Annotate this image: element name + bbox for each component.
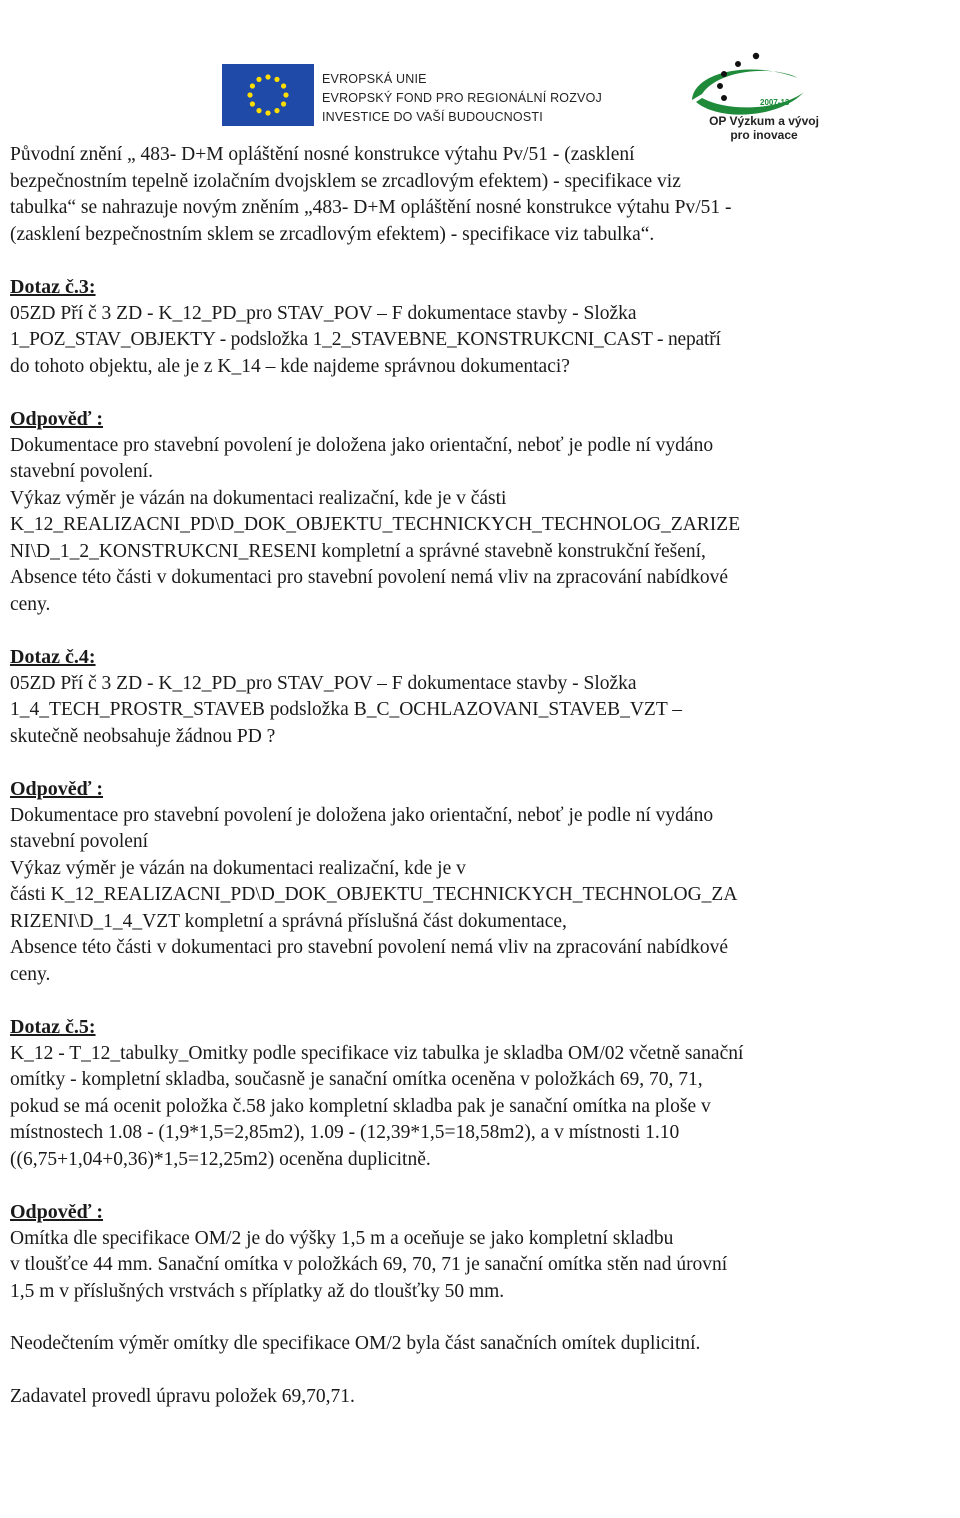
answer-3-line: stavební povolení. [10,461,153,482]
answer-4-line: Absence této části v dokumentaci pro stavební povolení nemá vliv na zpracování nabídkové [10,937,729,958]
answer-4-line: Dokumentace pro stavební povolení je doložena jako orientační, neboť je podle ní vydáno [10,804,714,826]
question-3-heading: Dotaz č.3: [10,276,96,298]
question-5-line: K_12 - T_12_tabulky_Omitky podle specifikace viz tabulka je skladba OM/02 včetně sanační [10,1042,744,1064]
answer-3-line: NI\D_1_2_KONSTRUKCNI_RESENI kompletní a správné stavebně konstrukční řešení, [10,540,706,562]
question-5-line: ((6,75+1,04+0,36)*1,5=12,25m2) oceněna duplicitně. [10,1148,431,1170]
question-3-line: 1_POZ_STAV_OBJEKTY - podsložka 1_2_STAVEBNE_KONSTRUKCNI_CAST - nepatří [10,329,721,350]
question-4-line: 1_4_TECH_PROSTR_STAVEB podsložka B_C_OCHLAZOVANI_STAVEB_VZT – [10,699,683,720]
page-header [0,52,960,142]
answer-5-note: Neodečtením výměr omítky dle specifikace OM/2 byla část sanačních omítek duplicitní. [10,1333,701,1354]
eu-line-3: INVESTICE DO VAŠÍ BUDOUCNOSTI [322,110,543,124]
answer-5-line: v tloušťce 44 mm. Sanační omítka v položkách 69, 70, 71 je sanační omítka stěn nad úrovní [10,1254,728,1275]
answer-4-line: RIZENI\D_1_4_VZT kompletní a správná příslušná část dokumentace, [10,910,567,932]
op-name-line-2: pro inovace [730,128,798,142]
answer-3-line: ceny. [10,593,51,615]
question-5-line: omítky - kompletní skladba, současně je sanační omítka oceněna v položkách 69, 70, 71, [10,1069,703,1090]
op-name-line-1: OP Výzkum a vývoj [709,114,819,128]
question-4-line: skutečně neobsahuje žádnou PD ? [10,725,276,747]
answer-3-heading: Odpověď : [10,408,104,430]
answer-5-line: 1,5 m v příslušných vrstvách s příplatky až do tloušťky 50 mm. [10,1280,505,1302]
question-4-line: 05ZD Pří č 3 ZD - K_12_PD_pro STAV_POV – F dokumentace stavby - Složka [10,672,637,694]
intro-line: Původní znění „ 483- D+M opláštění nosné konstrukce výtahu Pv/51 - (zasklení [10,144,635,165]
answer-4-line: ceny. [10,963,51,985]
answer-4-line: části K_12_REALIZACNI_PD\D_DOK_OBJEKTU_TECHNICKYCH_TECHNOLOG_ZA [10,884,738,905]
question-4-heading: Dotaz č.4: [10,646,96,668]
answer-3-line: Absence této části v dokumentaci pro stavební povolení nemá vliv na zpracování nabídkové [10,567,729,588]
op-years: 2007-13 [760,98,790,107]
answer-3-line: Výkaz výměr je vázán na dokumentaci realizační, kde je v části [10,487,507,509]
answer-5-heading: Odpověď : [10,1201,104,1223]
question-3-line: 05ZD Pří č 3 ZD - K_12_PD_pro STAV_POV – F dokumentace stavby - Složka [10,302,637,324]
answer-4-heading: Odpověď : [10,778,104,800]
eu-line-1: EVROPSKÁ UNIE [322,72,427,86]
intro-line: bezpečnostním tepelně izolačním dvojsklem se zrcadlovým efektem) - specifikace viz [10,170,681,192]
answer-4-line: stavební povolení [10,831,149,852]
question-5-heading: Dotaz č.5: [10,1016,96,1038]
answer-3-line: K_12_REALIZACNI_PD\D_DOK_OBJEKTU_TECHNICKYCH_TECHNOLOG_ZARIZE [10,514,741,535]
question-3-line: do tohoto objektu, ale je z K_14 – kde najdeme správnou dokumentaci? [10,355,570,377]
answer-3-line: Dokumentace pro stavební povolení je doložena jako orientační, neboť je podle ní vydáno [10,434,714,456]
intro-line: tabulka“ se nahrazuje novým zněním „483- D+M opláštění nosné konstrukce výtahu Pv/51 - [10,197,732,218]
answer-5-note: Zadavatel provedl úpravu položek 69,70,71. [10,1385,355,1407]
intro-line: (zasklení bezpečnostním sklem se zrcadlovým efektem) - specifikace viz tabulka“. [10,223,655,245]
eu-line-2: EVROPSKÝ FOND PRO REGIONÁLNÍ ROZVOJ [322,91,602,105]
op-program-name [704,114,824,142]
document-body [10,142,910,1410]
eu-text-block [322,70,602,127]
question-5-line: místnostech 1.08 - (1,9*1,5=2,85m2), 1.09 - (12,39*1,5=18,58m2), a v místnosti 1.10 [10,1122,680,1143]
answer-4-line: Výkaz výměr je vázán na dokumentaci realizační, kde je v [10,857,466,879]
eu-flag-icon [222,64,314,126]
answer-5-line: Omítka dle specifikace OM/2 je do výšky 1,5 m a oceňuje se jako kompletní skladbu [10,1227,674,1249]
question-5-line: pokud se má ocenit položka č.58 jako kompletní skladba pak je sanační omítka na ploše v [10,1095,711,1117]
